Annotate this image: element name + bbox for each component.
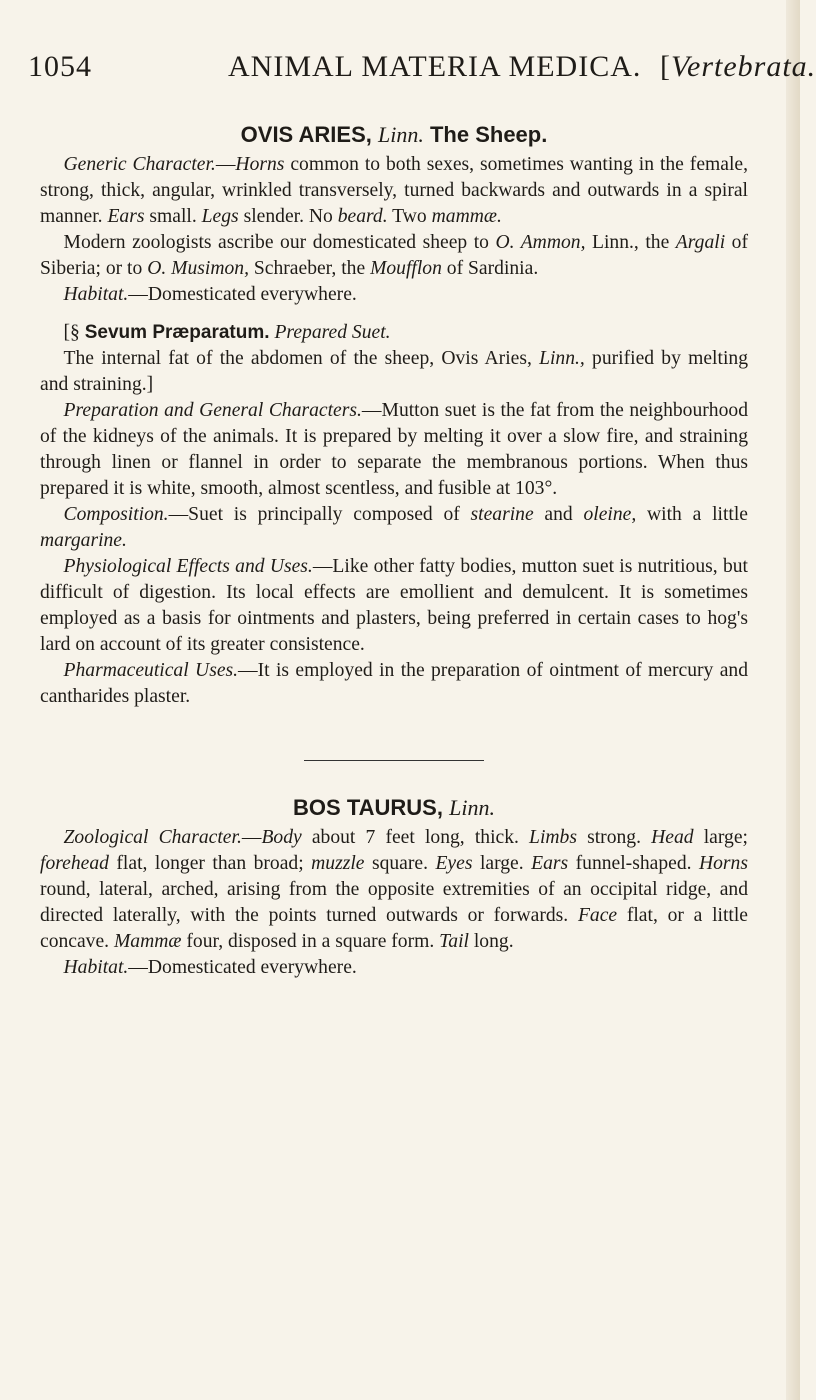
term-body: Body — [261, 827, 302, 848]
term-horns: Horns — [235, 154, 285, 175]
text: long. — [468, 931, 514, 952]
section-name: Vertebrata. — [671, 50, 816, 83]
sevum-heading — [40, 320, 748, 346]
text: with a little — [636, 504, 748, 525]
term-margarine: margarine. — [40, 530, 127, 551]
text: four, disposed in a square form. — [181, 931, 440, 952]
preparation-text: —Mutton suet is the fat from the neighbourhood of the kidneys of the animals. It is prepared by melting it over a slow fire, and straining through linen or flannel in order to separate the membranous portions. When thus prepared it is white, smooth, almost scentless, and fusible at 103°. — [40, 400, 748, 499]
sevum-description — [40, 346, 748, 398]
text: Two — [387, 206, 432, 227]
text: round, lateral, arched, arising from the opposite extremities of an occipital ridge, and directed laterally, with the points turned outwards or forwards. — [40, 879, 748, 926]
text: of Siberia; or to — [40, 232, 748, 279]
running-header — [28, 50, 816, 90]
text: strong. — [576, 827, 652, 848]
physiological-label: Physiological Effects and Uses. — [63, 556, 313, 577]
term-horns: Horns — [698, 853, 748, 874]
page-number: 1054 — [28, 50, 92, 83]
section-divider — [304, 760, 484, 761]
term-ammon: O. Ammon, — [495, 232, 586, 253]
term-mammae: mammæ. — [431, 206, 502, 227]
bos-authority: Linn. — [449, 795, 495, 820]
sevum-name: Sevum Præparatum. — [84, 322, 270, 343]
bos-heading — [40, 795, 748, 821]
term-stearine: stearine — [470, 504, 534, 525]
page-edge — [786, 0, 800, 1400]
sevum-bracket: [§ — [63, 322, 85, 343]
ovis-generic-character — [40, 152, 748, 230]
pharmaceutical-label: Pharmaceutical Uses. — [63, 660, 239, 681]
text: large. — [472, 853, 532, 874]
composition-label: Composition. — [63, 504, 169, 525]
habitat-text: —Domesticated everywhere. — [128, 284, 357, 305]
sevum-english-name: Prepared Suet. — [274, 322, 391, 343]
preparation-label: Preparation and General Characters. — [63, 400, 362, 421]
term-forehead: forehead — [40, 853, 109, 874]
habitat-text: —Domesticated everywhere. — [128, 957, 357, 978]
section-bracket: [ — [660, 50, 671, 83]
term-beard: beard. — [337, 206, 388, 227]
physiological-text: —Like other fatty bodies, mutton suet is nutritious, but difficult of digestion. Its local effects are emollient and demulcent. It is sometimes employed as a basis for ointments and plasters, being preferred in certain cases to hog's lard on account of its greater consistence. — [40, 556, 748, 655]
sevum-composition — [40, 502, 748, 554]
text: Linn., the — [585, 232, 676, 253]
ovis-common-name: The Sheep. — [429, 122, 548, 147]
term-face: Face — [577, 905, 618, 926]
sevum-preparation — [40, 398, 748, 502]
text: of Sardinia. — [441, 258, 539, 279]
zoological-character-label: Zoological Character. — [63, 827, 242, 848]
text: —Suet is principally composed of — [168, 504, 471, 525]
sevum-physiological — [40, 554, 748, 658]
term-ears: Ears — [531, 853, 569, 874]
pharmaceutical-text: —It is employed in the preparation of ointment of mercury and cantharides plaster. — [40, 660, 748, 707]
bos-zoological-character — [40, 825, 748, 955]
term-muzzle: muzzle — [311, 853, 365, 874]
text: flat, longer than broad; — [108, 853, 312, 874]
text: flat, or a little concave. — [40, 905, 748, 952]
running-title: ANIMAL MATERIA MEDICA. — [228, 50, 642, 83]
text: common to both sexes, sometimes wanting in the female, strong, thick, angular, wrinkled transversely, turned backwards and outwards in a spiral manner. — [40, 154, 748, 227]
text: small. — [144, 206, 202, 227]
text: square. — [364, 853, 436, 874]
text: funnel-shaped. — [568, 853, 699, 874]
text: large; — [693, 827, 748, 848]
text: Modern zoologists ascribe our domesticated sheep to — [63, 232, 496, 253]
text: Schraeber, the — [248, 258, 371, 279]
term-argali: Argali — [675, 232, 726, 253]
term-oleine: oleine, — [583, 504, 637, 525]
text: and — [533, 504, 584, 525]
ovis-name: OVIS ARIES, — [240, 122, 372, 147]
term-moufflon: Moufflon — [370, 258, 442, 279]
term-legs: Legs — [201, 206, 239, 227]
text: The internal fat of the abdomen of the sheep, Ovis Aries, — [63, 348, 540, 369]
term-musimon: O. Musimon, — [147, 258, 249, 279]
page-body — [40, 122, 748, 981]
text: about 7 feet long, thick. — [301, 827, 530, 848]
generic-character-label: Generic Character. — [63, 154, 216, 175]
text: slender. No — [238, 206, 338, 227]
habitat-label: Habitat. — [63, 957, 129, 978]
bos-name: BOS TAURUS, — [293, 795, 443, 820]
sevum-authority: Linn., — [539, 348, 585, 369]
ovis-heading — [40, 122, 748, 148]
sevum-pharmaceutical — [40, 658, 748, 710]
term-eyes: Eyes — [435, 853, 473, 874]
ovis-authority: Linn. — [378, 122, 424, 147]
ovis-habitat — [40, 282, 748, 308]
term-mammae: Mammæ — [113, 931, 182, 952]
term-head: Head — [651, 827, 694, 848]
bos-habitat — [40, 955, 748, 981]
habitat-label: Habitat. — [63, 284, 129, 305]
term-limbs: Limbs — [529, 827, 577, 848]
sep: — — [241, 827, 262, 848]
term-tail: Tail — [439, 931, 469, 952]
text: purified by melting and straining.] — [40, 348, 748, 395]
ovis-modern-zoologists — [40, 230, 748, 282]
section-label — [660, 50, 816, 84]
term-ears: Ears — [107, 206, 145, 227]
sep: — — [215, 154, 236, 175]
